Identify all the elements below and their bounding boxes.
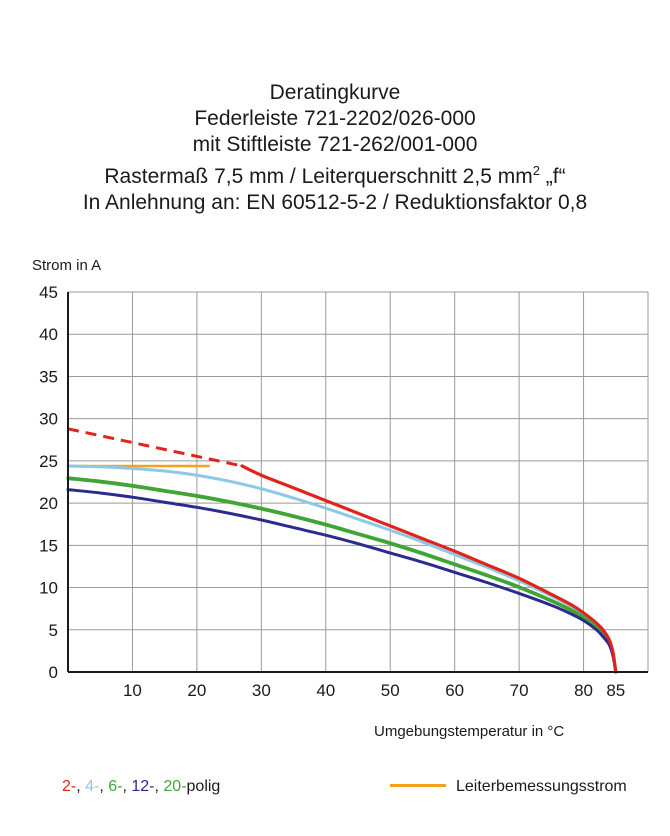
legend-rated-current-label: Leiterbemessungsstrom (456, 778, 627, 795)
data-curves (68, 429, 616, 672)
title-line-5: In Anlehnung an: EN 60512-5-2 / Reduktionsfaktor 0,8 (82, 191, 588, 214)
svg-text:10: 10 (122, 681, 142, 700)
title-line-3: mit Stiftleiste 721-262/001-000 (192, 133, 478, 156)
svg-text:30: 30 (39, 409, 58, 429)
x-tick-labels (123, 681, 625, 700)
svg-text:45: 45 (39, 283, 58, 302)
svg-text:0: 0 (48, 663, 58, 682)
svg-text:50: 50 (380, 681, 400, 700)
title-line-4-main: Rastermaß 7,5 mm / Leiterquerschnitt 2,5 mm (104, 165, 533, 188)
svg-text:60: 60 (445, 681, 465, 700)
axis-lines (68, 292, 648, 672)
svg-text:5: 5 (48, 620, 58, 640)
legend-part-0: 2- (62, 778, 77, 795)
legend-rated-current (390, 778, 627, 796)
legend-part-6: 12- (131, 778, 155, 795)
svg-text:70: 70 (509, 681, 529, 700)
svg-text:80: 80 (574, 681, 594, 700)
title-line-2: Federleiste 721-2202/026-000 (194, 107, 476, 130)
legend-part-1: , (76, 778, 86, 795)
svg-text:40: 40 (316, 681, 336, 700)
svg-text:15: 15 (39, 536, 58, 556)
legend-part-2: 4- (85, 778, 100, 795)
gridlines (68, 292, 648, 672)
y-axis-label: Strom in A (32, 257, 102, 274)
svg-text:35: 35 (39, 367, 58, 387)
title-line-1: Deratingkurve (269, 81, 401, 104)
legend-part-5: , (122, 778, 132, 795)
svg-text:30: 30 (251, 681, 271, 700)
y-tick-labels (39, 283, 58, 682)
legend-part-4: 6- (108, 778, 123, 795)
legend-part-3: , (99, 778, 109, 795)
x-axis-label: Umgebungstemperatur in °C (374, 723, 565, 740)
title-line-4-superscript: 2 (532, 163, 540, 178)
legend-part-8: 20- (163, 778, 187, 795)
chart-legend (0, 778, 670, 818)
svg-text:10: 10 (39, 578, 58, 598)
legend-part-7: , (154, 778, 164, 795)
legend-part-9: polig (186, 778, 221, 795)
svg-text:20: 20 (39, 494, 58, 514)
svg-text:40: 40 (39, 325, 58, 345)
title-line-4-tail: „f“ (539, 165, 566, 188)
legend-series-poles (62, 778, 220, 796)
svg-text:25: 25 (39, 451, 58, 471)
legend-line-swatch (390, 784, 446, 787)
svg-text:20: 20 (187, 681, 207, 700)
svg-text:85: 85 (606, 681, 626, 700)
